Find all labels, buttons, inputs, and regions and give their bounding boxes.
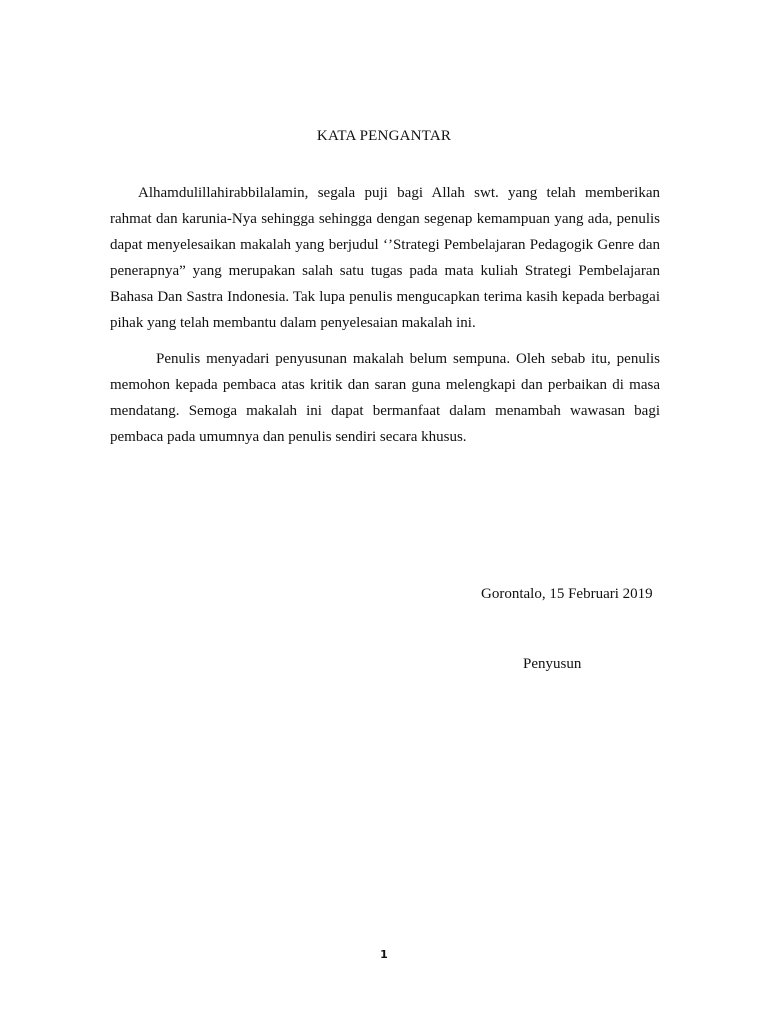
paragraph-closing: Penulis menyadari penyusunan makalah belum sempuna. Oleh sebab itu, penulis memohon kepada pembaca atas kritik dan saran guna melengkapi dan perbaikan di masa mendatang. Semoga makalah ini dapat bermanfaat dalam menambah wawasan bagi pembaca pada umumnya dan penulis sendiri secara khusus.: [110, 351, 660, 445]
document-body: [110, 180, 660, 450]
page-number: 1: [380, 948, 388, 961]
page-title: KATA PENGANTAR: [316, 128, 452, 144]
author-role: Penyusun: [523, 656, 582, 672]
paragraph-opening: Alhamdulillahirabbilalamin, segala puji bagi Allah swt. yang telah memberikan rahmat dan karunia-Nya sehingga sehingga dengan segenap kemampuan yang ada, penulis dapat menyelesaikan makalah yang berjudul ‘’Strategi Pembelajaran Pedagogik Genre dan penerapnya” yang merupakan salah satu tugas pada mata kuliah Strategi Pembelajaran Bahasa Dan Sastra Indonesia. Tak lupa penulis mengucapkan terima kasih kepada berbagai pihak yang telah membantu dalam penyelesaian makalah ini.: [110, 185, 660, 331]
place-date: Gorontalo, 15 Februari 2019: [481, 586, 653, 602]
